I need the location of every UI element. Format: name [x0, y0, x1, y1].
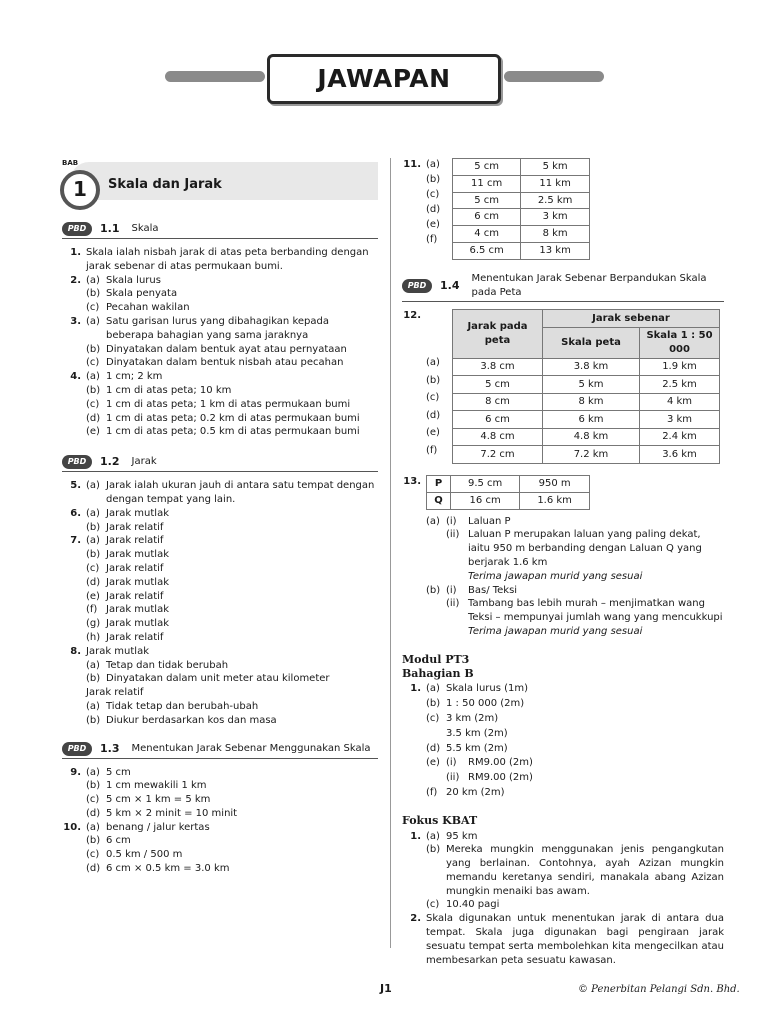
- answer-8a: (a) Tetap dan tidak berubah: [62, 659, 378, 673]
- answer-6b: (b) Jarak relatif: [62, 521, 378, 535]
- answer-13a-i: (a) (i) Laluan P: [402, 515, 724, 529]
- answer-text: Jarak mutlak: [86, 645, 149, 657]
- section-1-3-header: [62, 742, 378, 759]
- answer-11: [402, 158, 724, 260]
- answer-text: Jarak relatif: [86, 687, 144, 699]
- answer-7a: 7. (a) Jarak relatif: [62, 534, 378, 548]
- answer-text: Diukur berdasarkan kos dan masa: [106, 714, 277, 726]
- table-cell: 8 cm: [453, 393, 543, 411]
- table-row: [427, 475, 590, 492]
- section-number: 1.3: [100, 741, 120, 755]
- answer-text: Skala digunakan untuk menentukan jarak di antara dua tempat. Skala juga digunakan bagi pengiraan jarak sesuatu tempat serta membolehkan kita mengecilkan atau membesarkan peta sesuatu kawasan.: [426, 913, 724, 966]
- table-header: Jarak sebenar: [543, 310, 720, 328]
- answer-text: 20 km (2m): [446, 786, 505, 798]
- question-number: 9.: [70, 766, 81, 778]
- table-row: [453, 175, 590, 192]
- answer-text: Jarak mutlak: [106, 549, 169, 561]
- answer-text: Jarak relatif: [106, 562, 164, 574]
- question-number: 2.: [70, 274, 81, 286]
- answer-13: [402, 475, 724, 510]
- kbat-answer-2: [402, 912, 724, 967]
- answer-10c: (c) 0.5 km / 500 m: [62, 848, 378, 862]
- question-number: 5.: [70, 480, 81, 492]
- table-cell: 4 km: [640, 393, 720, 411]
- table-row: [453, 358, 720, 376]
- answer-text: Tidak tetap dan berubah-ubah: [106, 700, 259, 712]
- copyright-text: © Penerbitan Pelangi Sdn. Bhd.: [578, 984, 740, 995]
- answer-text: 1 cm mewakili 1 km: [106, 780, 207, 792]
- pt3-subheading: Bahagian B: [402, 666, 474, 680]
- section-title: Menentukan Jarak Sebenar Menggunakan Skala: [131, 742, 371, 754]
- answer-4b: (b) 1 cm di atas peta; 10 km: [62, 384, 378, 398]
- answer-13a-note: [402, 570, 724, 584]
- banner-title-box: [267, 54, 501, 104]
- answer-text: 10.40 pagi: [446, 899, 500, 911]
- table-cell: 5 cm: [453, 376, 543, 394]
- chapter-title: Skala dan Jarak: [108, 177, 222, 192]
- kbat-answer-1a: 1. (a) 95 km: [402, 830, 724, 844]
- answer-10a: 10. (a) benang / jalur kertas: [62, 821, 378, 835]
- table-header-row: [453, 310, 720, 328]
- table-cell: 9.5 cm: [451, 475, 520, 492]
- table-cell: 1.6 km: [520, 492, 590, 509]
- answer-text: Jarak relatif: [106, 521, 164, 533]
- question-number: 6.: [70, 507, 81, 519]
- page-number: J1: [380, 982, 392, 995]
- answer-3c: (c) Dinyatakan dalam bentuk nisbah atau pecahan: [62, 356, 378, 370]
- answer-text: 5 km × 2 minit = 10 minit: [106, 807, 238, 819]
- pt3-answer-1e-i: (e) (i) RM9.00 (2m): [402, 756, 724, 770]
- answer-4e: (e) 1 cm di atas peta; 0.5 km di atas permukaan bumi: [62, 425, 378, 439]
- answer-text: 1 cm di atas peta; 1 km di atas permukaan bumi: [106, 398, 351, 410]
- answer-text: Jarak mutlak: [106, 576, 169, 588]
- pbd-badge-icon: PBD: [62, 222, 92, 236]
- section-title: Menentukan Jarak Sebenar Berpandukan Skala pada Peta: [471, 272, 707, 298]
- table-cell: 6 cm: [453, 209, 521, 226]
- answer-text: Tambang bas lebih murah – menjimatkan wang Teksi – mempunyai jumlah wang yang mencukkupi: [468, 598, 723, 624]
- pt3-answer-1f: (f) 20 km (2m): [402, 786, 724, 800]
- question-number: 1.: [70, 247, 81, 258]
- row-label: (c): [426, 392, 440, 404]
- table-cell: 7.2 km: [543, 446, 640, 464]
- answer-text: Jarak relatif: [106, 631, 164, 643]
- answer-8b: (b) Dinyatakan dalam unit meter atau kilometer: [62, 672, 378, 686]
- table-cell: 950 m: [520, 475, 590, 492]
- table-cell: 3.8 km: [543, 358, 640, 376]
- answer-10b: (b) 6 cm: [62, 834, 378, 848]
- answer-text: 5.5 km (2m): [446, 742, 508, 754]
- pbd-badge-icon: PBD: [402, 279, 432, 293]
- row-label: (b): [426, 174, 441, 185]
- question-number: 13.: [403, 475, 421, 487]
- answer-13b-i: (b) (i) Bas/ Teksi: [402, 584, 724, 598]
- pt3-answer-1c-2: [402, 727, 724, 741]
- table-cell: 5 km: [521, 159, 590, 176]
- answer-text: Skala penyata: [106, 288, 178, 300]
- column-divider: [390, 158, 391, 948]
- table-cell: 3 km: [521, 209, 590, 226]
- table-cell: 3.8 cm: [453, 358, 543, 376]
- pt3-answer-1e-ii: (ii) RM9.00 (2m): [402, 771, 724, 785]
- table-row: [453, 242, 590, 259]
- answer-text: Skala lurus (1m): [446, 683, 529, 695]
- pt3-answer-1a: 1. (a) Skala lurus (1m): [402, 682, 724, 696]
- answer-text: Jarak relatif: [106, 535, 164, 547]
- table-header: Skala 1 : 50 000: [640, 328, 720, 359]
- pt3-answer-1d: (d) 5.5 km (2m): [402, 742, 724, 756]
- banner-bar-right: [504, 71, 604, 82]
- table-cell: 8 km: [521, 226, 590, 243]
- table-row: [453, 159, 590, 176]
- answer-text: Dinyatakan dalam bentuk ayat atau pernyataan: [106, 343, 347, 355]
- table-cell: 8 km: [543, 393, 640, 411]
- chapter-number-badge: [60, 170, 100, 210]
- table-cell: 3.6 km: [640, 446, 720, 464]
- answer-13a-ii: (ii) Laluan P merupakan laluan yang paling dekat, iaitu 950 m berbanding dengan Laluan Q yang berjarak 1.6 km: [402, 528, 724, 569]
- answer-2b: (b) Skala penyata: [62, 287, 378, 301]
- answer-8a-2: (a) Tidak tetap dan berubah-ubah: [62, 700, 378, 714]
- answer-8-heading: [62, 645, 378, 659]
- table-cell: 11 km: [521, 175, 590, 192]
- section-number: 1.2: [100, 455, 120, 469]
- answer-text: Dinyatakan dalam unit meter atau kilometer: [106, 673, 330, 685]
- answer-text: RM9.00 (2m): [468, 757, 533, 769]
- chapter-bab-label: BAB: [62, 159, 79, 167]
- table-cell: 1.9 km: [640, 358, 720, 376]
- table-cell: 6 km: [543, 411, 640, 429]
- answer-text: Satu garisan lurus yang dibahagikan kepada beberapa bahagian yang sama jaraknya: [106, 315, 329, 341]
- question-number: 12.: [403, 310, 421, 322]
- answer-7b: (b) Jarak mutlak: [62, 548, 378, 562]
- table-cell: 4.8 km: [543, 428, 640, 446]
- answer-text: Jarak mutlak: [106, 507, 169, 519]
- answer-text: 3.5 km (2m): [446, 727, 508, 739]
- answer-9a: 9. (a) 5 cm: [62, 766, 378, 780]
- table-cell: 5 km: [543, 376, 640, 394]
- answer-text: 95 km: [446, 830, 478, 842]
- answer-note: Terima jawapan murid yang sesuai: [468, 625, 643, 637]
- answer-text: 1 cm; 2 km: [106, 371, 163, 383]
- table-cell: P: [427, 475, 451, 492]
- answer-text: Skala lurus: [106, 274, 161, 286]
- table-row: [453, 428, 720, 446]
- table-cell: 7.2 cm: [453, 446, 543, 464]
- answer-text: 1 cm di atas peta; 0.5 km di atas permukaan bumi: [106, 426, 360, 438]
- table-cell: 3 km: [640, 411, 720, 429]
- section-title: Jarak: [131, 456, 157, 468]
- answer-note: Terima jawapan murid yang sesuai: [468, 570, 643, 582]
- table-header: Skala peta: [543, 328, 640, 359]
- answer-4a: 4. (a) 1 cm; 2 km: [62, 370, 378, 384]
- chapter-number: 1: [73, 177, 87, 202]
- answer-text: Dinyatakan dalam bentuk nisbah atau pecahan: [106, 357, 344, 369]
- table-cell: Q: [427, 492, 451, 509]
- answer-text: 6 cm × 0.5 km = 3.0 km: [106, 863, 230, 875]
- table-cell: 2.5 km: [521, 192, 590, 209]
- row-label: (d): [426, 409, 441, 421]
- answer-7e: (e) Jarak relatif: [62, 590, 378, 604]
- answer-8b-2: (b) Diukur berdasarkan kos dan masa: [62, 714, 378, 728]
- answer-text: 1 cm di atas peta; 0.2 km di atas permukaan bumi: [106, 412, 360, 424]
- table-cell: 13 km: [521, 242, 590, 259]
- pt3-answer-1b: (b) 1 : 50 000 (2m): [402, 697, 724, 711]
- kbat-heading: Fokus KBAT: [402, 813, 478, 827]
- answer-text: RM9.00 (2m): [468, 772, 533, 784]
- answer-7c: (c) Jarak relatif: [62, 562, 378, 576]
- answer-10d: (d) 6 cm × 0.5 km = 3.0 km: [62, 862, 378, 876]
- answer-text: Jarak mutlak: [106, 604, 169, 616]
- answer-7f: (f) Jarak mutlak: [62, 603, 378, 617]
- row-label: (e): [426, 219, 440, 230]
- answer-4c: (c) 1 cm di atas peta; 1 km di atas permukaan bumi: [62, 398, 378, 412]
- table-row: [453, 393, 720, 411]
- pt3-answer-1c: (c) 3 km (2m): [402, 712, 724, 726]
- question-number: 10.: [63, 821, 81, 833]
- section-number: 1.4: [440, 278, 460, 292]
- answer-text: Laluan P: [468, 515, 511, 527]
- row-label: (c): [426, 189, 440, 200]
- question-number: 2.: [410, 913, 421, 925]
- section-title: Skala: [131, 223, 159, 235]
- question-number: 1.: [410, 683, 421, 695]
- answer-text: 5 cm: [106, 766, 131, 778]
- table-cell: 2.4 km: [640, 428, 720, 446]
- section-number: 1.1: [100, 222, 120, 236]
- table-row: [453, 226, 590, 243]
- answer-text: 1 : 50 000 (2m): [446, 698, 525, 710]
- answer-text: Bas/ Teksi: [468, 584, 518, 596]
- table-cell: 4 cm: [453, 226, 521, 243]
- table-row: [453, 376, 720, 394]
- table-cell: 5 cm: [453, 192, 521, 209]
- row-label: (a): [426, 357, 440, 369]
- kbat-answer-1b: (b) Mereka mungkin menggunakan jenis pengangkutan yang berlainan. Contohnya, ayah Azizan mungkin memandu keretanya sendiri, manakala abang Azizan mungkin menaiki bas awam.: [426, 844, 724, 897]
- answer-1: [62, 246, 378, 274]
- table-header: Jarak pada peta: [453, 310, 543, 359]
- answer-text: 0.5 km / 500 m: [106, 849, 183, 861]
- answer-2c: (c) Pecahan wakilan: [62, 301, 378, 315]
- answer-text: 1 cm di atas peta; 10 km: [106, 384, 232, 396]
- answer-text: 3 km (2m): [446, 712, 499, 724]
- question-number: 4.: [70, 371, 81, 383]
- answer-11-table: [452, 158, 590, 260]
- answer-12-table: [452, 309, 720, 464]
- table-row: [453, 209, 590, 226]
- pt3-heading: Modul PT3: [402, 652, 470, 666]
- answer-9b: (b) 1 cm mewakili 1 km: [62, 779, 378, 793]
- table-cell: 6 cm: [453, 411, 543, 429]
- table-cell: 6.5 cm: [453, 242, 521, 259]
- answer-text: Laluan P merupakan laluan yang paling dekat, iaitu 950 m berbanding dengan Laluan Q yang berjarak 1.6 km: [468, 529, 702, 568]
- answer-text: Jarak relatif: [106, 590, 164, 602]
- question-number: 8.: [70, 645, 81, 657]
- table-row: [453, 192, 590, 209]
- answer-13b-note: [402, 625, 724, 639]
- left-column: [62, 216, 378, 876]
- section-1-1-header: [62, 222, 378, 239]
- answer-text: Mereka mungkin menggunakan jenis pengangkutan yang berlainan. Contohnya, ayah Azizan mungkin memandu keretanya sendiri, manakala abang Azizan mungkin menaiki bas awam.: [446, 844, 724, 897]
- answer-13-table: [426, 475, 590, 510]
- row-label: (d): [426, 204, 441, 215]
- table-row: [453, 411, 720, 429]
- answer-6a: 6. (a) Jarak mutlak: [62, 507, 378, 521]
- answer-7g: (g) Jarak mutlak: [62, 617, 378, 631]
- answer-text: Jarak ialah ukuran jauh di antara satu tempat dengan dengan tempat yang lain.: [106, 480, 375, 505]
- answer-12-labels: [426, 309, 452, 461]
- question-number: 11.: [403, 159, 421, 170]
- banner-title: JAWAPAN: [317, 64, 451, 94]
- answer-3a: 3. (a) Satu garisan lurus yang dibahagikan kepada beberapa bahagian yang sama jaraknya: [62, 315, 378, 343]
- answer-2a: 2. (a) Skala lurus: [62, 274, 378, 288]
- answer-text: 6 cm: [106, 835, 131, 847]
- table-cell: 11 cm: [453, 175, 521, 192]
- table-row: [427, 492, 590, 509]
- row-label: (f): [426, 444, 438, 456]
- answer-7d: (d) Jarak mutlak: [62, 576, 378, 590]
- row-label: (f): [426, 234, 438, 245]
- answer-5a: 5. (a) Jarak ialah ukuran jauh di antara satu tempat dengan dengan tempat yang lain.: [62, 479, 378, 507]
- answer-4d: (d) 1 cm di atas peta; 0.2 km di atas permukaan bumi: [62, 412, 378, 426]
- table-row: [453, 446, 720, 464]
- table-cell: 2.5 km: [640, 376, 720, 394]
- answer-text: Skala ialah nisbah jarak di atas peta berbanding dengan jarak sebenar di atas permukaan bumi.: [86, 247, 369, 272]
- answer-9d: (d) 5 km × 2 minit = 10 minit: [62, 807, 378, 821]
- question-number: 3.: [70, 315, 81, 327]
- answer-text: Jarak mutlak: [106, 618, 169, 630]
- answer-9c: (c) 5 cm × 1 km = 5 km: [62, 793, 378, 807]
- banner-bar-left: [165, 71, 265, 82]
- question-number: 7.: [70, 535, 81, 547]
- answer-12: [402, 309, 724, 464]
- answer-text: 5 cm × 1 km = 5 km: [106, 794, 211, 806]
- answer-8-heading-2: [62, 686, 378, 700]
- section-1-4-header: [402, 272, 724, 303]
- pbd-badge-icon: PBD: [62, 455, 92, 469]
- answer-13b-ii: (ii) Tambang bas lebih murah – menjimatkan wang Teksi – mempunyai jumlah wang yang mencukkupi: [446, 598, 723, 624]
- table-cell: 16 cm: [451, 492, 520, 509]
- answer-text: Pecahan wakilan: [106, 302, 190, 314]
- pbd-badge-icon: PBD: [62, 742, 92, 756]
- answer-3b: (b) Dinyatakan dalam bentuk ayat atau pernyataan: [62, 343, 378, 357]
- answer-text: Tetap dan tidak berubah: [106, 659, 229, 671]
- answer-11-labels: [426, 158, 452, 248]
- right-column: [402, 158, 724, 967]
- question-number: 1.: [410, 830, 421, 842]
- row-label: (e): [426, 427, 440, 439]
- row-label: (b): [426, 374, 441, 386]
- answer-text: benang / jalur kertas: [106, 821, 210, 833]
- section-1-2-header: [62, 455, 378, 472]
- kbat-answer-1c: (c) 10.40 pagi: [402, 898, 724, 912]
- table-cell: 4.8 cm: [453, 428, 543, 446]
- answer-7h: (h) Jarak relatif: [62, 631, 378, 645]
- table-cell: 5 cm: [453, 159, 521, 176]
- row-label: (a): [426, 159, 440, 170]
